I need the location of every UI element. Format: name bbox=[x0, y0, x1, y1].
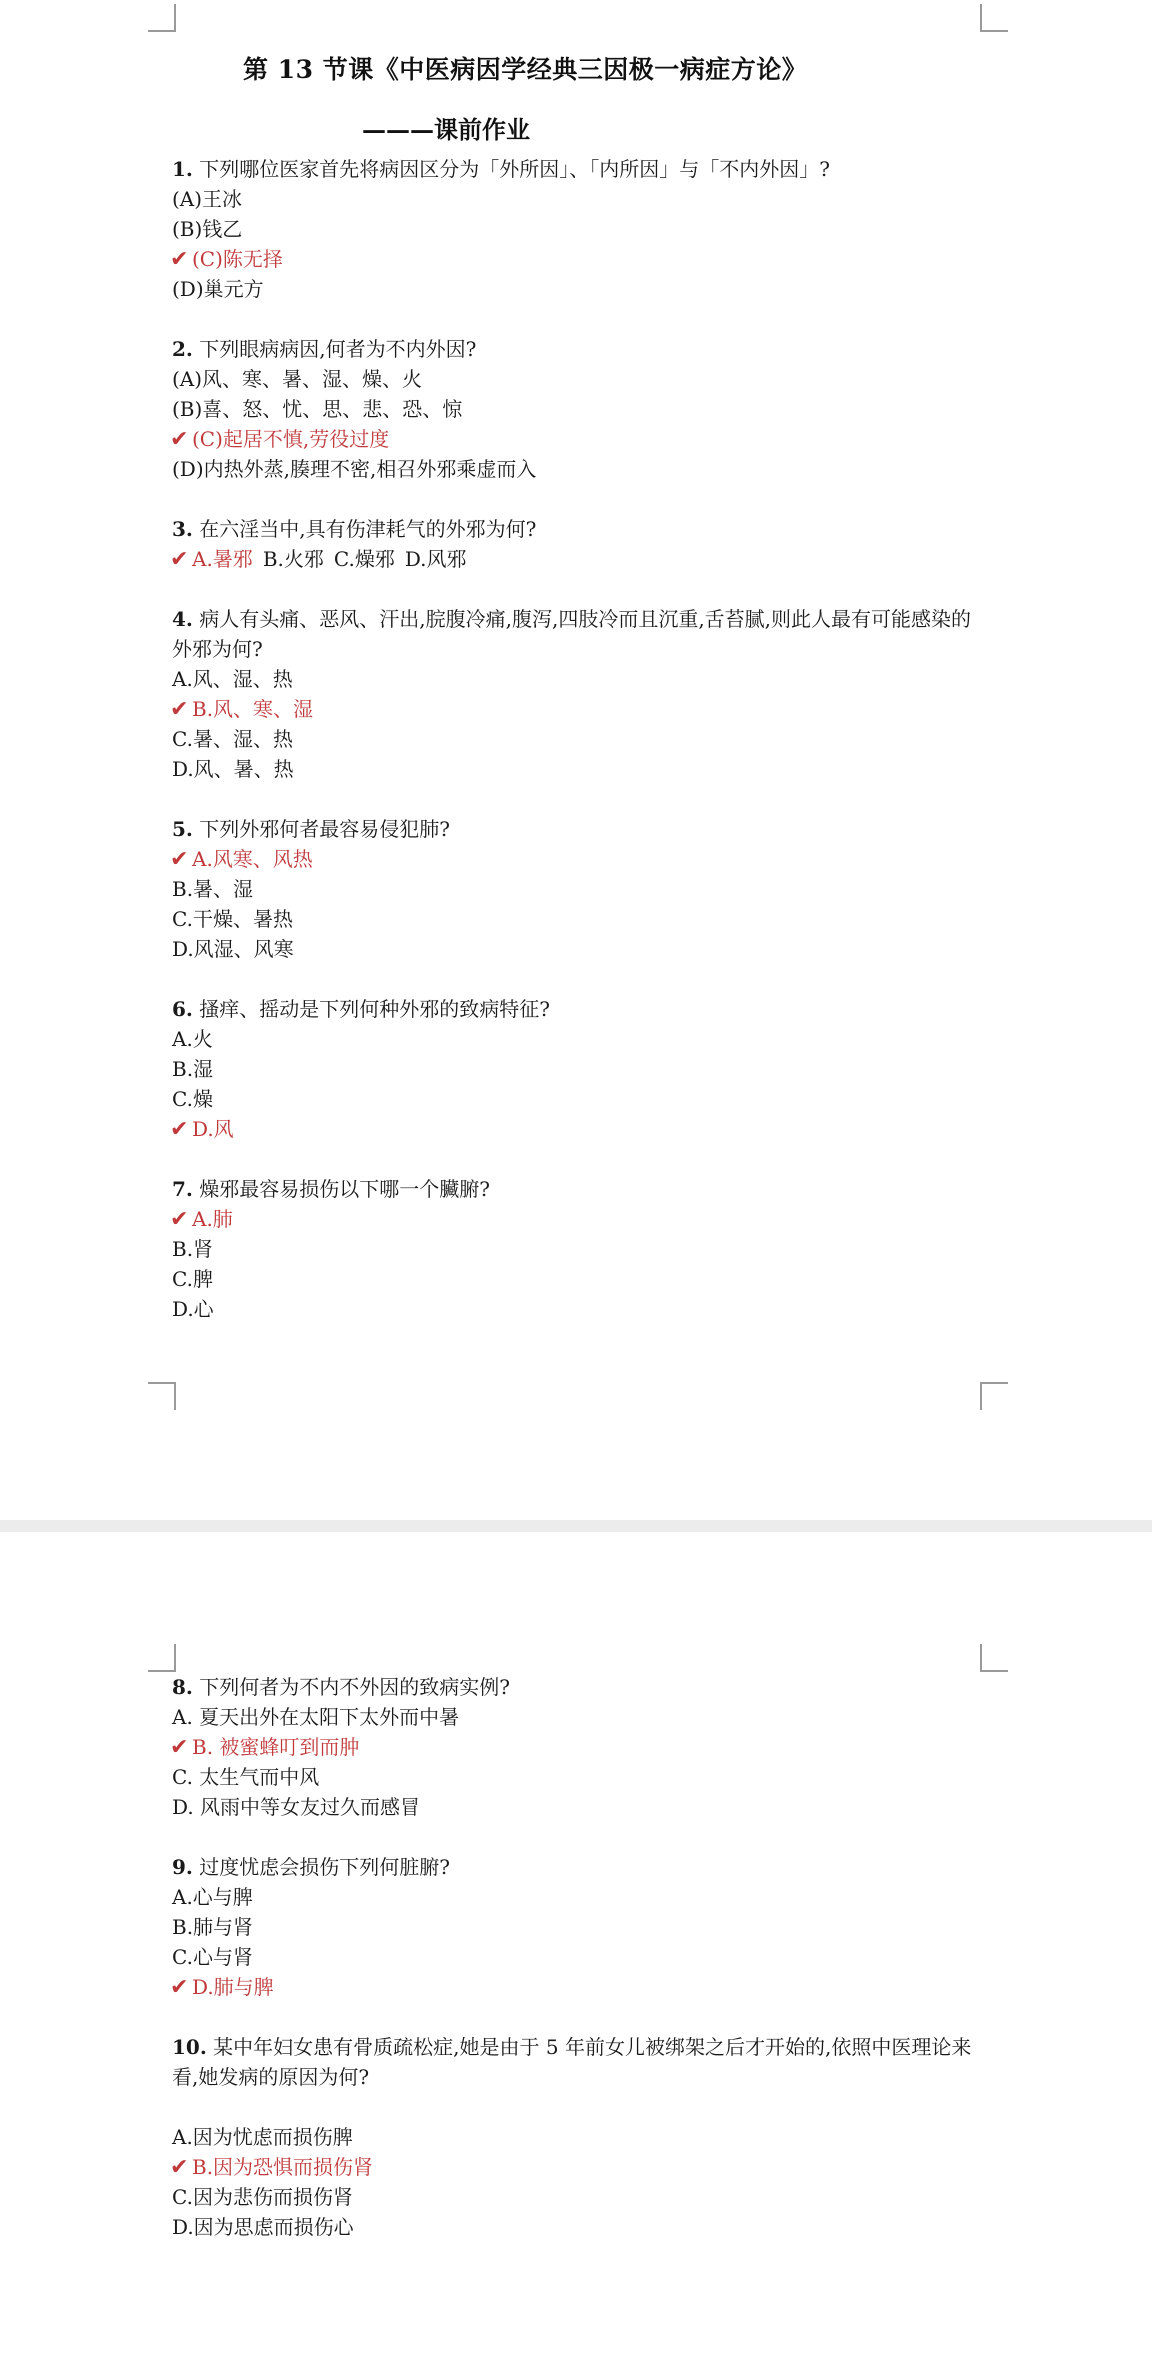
inline-options bbox=[172, 544, 992, 574]
option-a: A.因为忧虑而损伤脾 bbox=[172, 2125, 353, 2149]
option-d: D. 风雨中等女友过久而感冒 bbox=[172, 1795, 421, 1819]
option-a: A.风、湿、热 bbox=[172, 667, 293, 691]
page-corner-mark bbox=[148, 1382, 176, 1410]
question-text: 下列哪位医家首先将病因区分为「外所因」、「内所因」与「不内外因」? bbox=[199, 157, 830, 181]
option-b: (B)喜、怒、忧、思、悲、恐、惊 bbox=[172, 397, 463, 421]
question-5: 5. 下列外邪何者最容易侵犯肺? ✔ A.风寒、风热 B.暑、湿 C.干燥、暑热 D.风湿、风寒 bbox=[172, 814, 992, 964]
option-c: C.暑、湿、热 bbox=[172, 727, 293, 751]
option-d-correct: ✔ D.风 bbox=[172, 1114, 992, 1144]
question-number: 8 bbox=[172, 1675, 186, 1699]
document-page-2 bbox=[0, 1532, 1152, 2376]
option-d: D.风、暑、热 bbox=[172, 757, 294, 781]
document-title: 第 13 节课《中医病因学经典三因极一病症方论》 bbox=[243, 55, 808, 84]
question-6: 6. 搔痒、摇动是下列何种外邪的致病特征? A.火 B.湿 C.燥 ✔ D.风 bbox=[172, 994, 992, 1144]
question-number: 4 bbox=[172, 607, 186, 631]
option-c: C.燥 bbox=[172, 1087, 213, 1111]
option-d-correct: ✔ D.肺与脾 bbox=[172, 1972, 992, 2002]
option-c: C. 太生气而中风 bbox=[172, 1765, 320, 1789]
question-number: 10 bbox=[172, 2035, 200, 2059]
checkmark-icon: ✔ bbox=[170, 547, 189, 572]
option-c: C.心与肾 bbox=[172, 1945, 253, 1969]
page-corner-mark bbox=[980, 4, 1008, 32]
question-text: 某中年妇女患有骨质疏松症,她是由于 5 年前女儿被绑架之后才开始的,依照中医理论来看,她发病的原因为何? bbox=[172, 2035, 972, 2089]
question-2: 2. 下列眼病病因,何者为不内外因? (A)风、寒、暑、湿、燥、火 (B)喜、怒、忧、思、悲、恐、惊 ✔ (C)起居不慎,劳役过度 (D)内热外蒸,腠理不密,相召外邪乘虚而入 bbox=[172, 334, 992, 484]
option-a-correct: ✔ A.暑邪 bbox=[172, 547, 253, 571]
question-number: 2 bbox=[172, 337, 186, 361]
option-b-correct: ✔ B.因为恐惧而损伤肾 bbox=[172, 2152, 992, 2182]
checkmark-icon: ✔ bbox=[170, 697, 189, 722]
option-a: (A)风、寒、暑、湿、燥、火 bbox=[172, 367, 423, 391]
document-subtitle: ———课前作业 bbox=[362, 115, 530, 144]
option-d: D.风湿、风寒 bbox=[172, 937, 294, 961]
checkmark-icon: ✔ bbox=[170, 427, 189, 452]
option-c: C.干燥、暑热 bbox=[172, 907, 293, 931]
checkmark-icon: ✔ bbox=[170, 1975, 189, 2000]
option-a-correct: ✔ A.风寒、风热 bbox=[172, 844, 992, 874]
question-4: 4. 病人有头痛、恶风、汗出,脘腹冷痛,腹泻,四肢冷而且沉重,舌苔腻,则此人最有可能感染的外邪为何? A.风、湿、热 ✔ B.风、寒、湿 C.暑、湿、热 D.风、暑、热 bbox=[172, 604, 992, 784]
question-text: 过度忧虑会损伤下列何脏腑? bbox=[199, 1855, 450, 1879]
option-b-correct: ✔ B. 被蜜蜂叮到而肿 bbox=[172, 1732, 992, 1762]
question-list bbox=[172, 1672, 992, 2272]
question-number: 6 bbox=[172, 997, 186, 1021]
option-d: (D)内热外蒸,腠理不密,相召外邪乘虚而入 bbox=[172, 457, 537, 481]
option-c-correct: ✔ (C)起居不慎,劳役过度 bbox=[172, 424, 992, 454]
page-separator bbox=[0, 1520, 1152, 1532]
checkmark-icon: ✔ bbox=[170, 247, 189, 272]
question-8: 8. 下列何者为不内不外因的致病实例? A. 夏天出外在太阳下太外而中暑 ✔ B. 被蜜蜂叮到而肿 C. 太生气而中风 D. 风雨中等女友过久而感冒 bbox=[172, 1672, 992, 1822]
option-d: D.风邪 bbox=[404, 547, 467, 571]
question-list bbox=[172, 154, 992, 1354]
question-text: 在六淫当中,具有伤津耗气的外邪为何? bbox=[199, 517, 537, 541]
option-a: A.火 bbox=[172, 1027, 213, 1051]
question-text: 燥邪最容易损伤以下哪一个臟腑? bbox=[199, 1177, 490, 1201]
question-text: 搔痒、摇动是下列何种外邪的致病特征? bbox=[199, 997, 550, 1021]
question-1: 1. 下列哪位医家首先将病因区分为「外所因」、「内所因」与「不内外因」? (A)王冰 (B)钱乙 ✔ (C)陈无择 (D)巢元方 bbox=[172, 154, 992, 304]
checkmark-icon: ✔ bbox=[170, 1735, 189, 1760]
page-corner-mark bbox=[980, 1644, 1008, 1672]
option-b: B.肺与肾 bbox=[172, 1915, 254, 1939]
option-b-correct: ✔ B.风、寒、湿 bbox=[172, 694, 992, 724]
option-a: A. 夏天出外在太阳下太外而中暑 bbox=[172, 1705, 460, 1729]
option-c: C.因为悲伤而损伤肾 bbox=[172, 2185, 353, 2209]
option-c-correct: ✔ (C)陈无择 bbox=[172, 244, 992, 274]
option-b: B.肾 bbox=[172, 1237, 214, 1261]
checkmark-icon: ✔ bbox=[170, 1117, 189, 1142]
option-c: C.脾 bbox=[172, 1267, 213, 1291]
question-number: 7 bbox=[172, 1177, 186, 1201]
page-corner-mark bbox=[980, 1382, 1008, 1410]
option-d: (D)巢元方 bbox=[172, 277, 264, 301]
option-a: A.心与脾 bbox=[172, 1885, 253, 1909]
question-number: 3 bbox=[172, 517, 186, 541]
question-3: 3. 在六淫当中,具有伤津耗气的外邪为何? ✔ A.暑邪 B.火邪 C.燥邪 D.风邪 bbox=[172, 514, 992, 574]
option-a-correct: ✔ A.肺 bbox=[172, 1204, 992, 1234]
option-b: B.火邪 bbox=[262, 547, 324, 571]
checkmark-icon: ✔ bbox=[170, 847, 189, 872]
option-c: C.燥邪 bbox=[333, 547, 395, 571]
option-b: (B)钱乙 bbox=[172, 217, 243, 241]
question-10: 10. 某中年妇女患有骨质疏松症,她是由于 5 年前女儿被绑架之后才开始的,依照中医理论来看,她发病的原因为何? A.因为忧虑而损伤脾 ✔ B.因为恐惧而损伤肾 C.因为悲伤而损伤肾 D.因为思虑而损伤心 bbox=[172, 2032, 992, 2242]
question-7: 7. 燥邪最容易损伤以下哪一个臟腑? ✔ A.肺 B.肾 C.脾 D.心 bbox=[172, 1174, 992, 1324]
page-corner-mark bbox=[148, 4, 176, 32]
question-number: 5 bbox=[172, 817, 186, 841]
question-number: 1 bbox=[172, 157, 186, 181]
question-text: 下列眼病病因,何者为不内外因? bbox=[199, 337, 477, 361]
question-number: 9 bbox=[172, 1855, 186, 1879]
option-a: (A)王冰 bbox=[172, 187, 243, 211]
checkmark-icon: ✔ bbox=[170, 2155, 189, 2180]
page-corner-mark bbox=[148, 1644, 176, 1672]
option-b: B.暑、湿 bbox=[172, 877, 254, 901]
question-9: 9. 过度忧虑会损伤下列何脏腑? A.心与脾 B.肺与肾 C.心与肾 ✔ D.肺与脾 bbox=[172, 1852, 992, 2002]
checkmark-icon: ✔ bbox=[170, 1207, 189, 1232]
option-d: D.因为思虑而损伤心 bbox=[172, 2215, 354, 2239]
option-d: D.心 bbox=[172, 1297, 214, 1321]
question-text: 下列何者为不内不外因的致病实例? bbox=[199, 1675, 510, 1699]
option-b: B.湿 bbox=[172, 1057, 214, 1081]
question-text: 下列外邪何者最容易侵犯肺? bbox=[199, 817, 450, 841]
question-text: 病人有头痛、恶风、汗出,脘腹冷痛,腹泻,四肢冷而且沉重,舌苔腻,则此人最有可能感染的外邪为何? bbox=[172, 607, 972, 661]
